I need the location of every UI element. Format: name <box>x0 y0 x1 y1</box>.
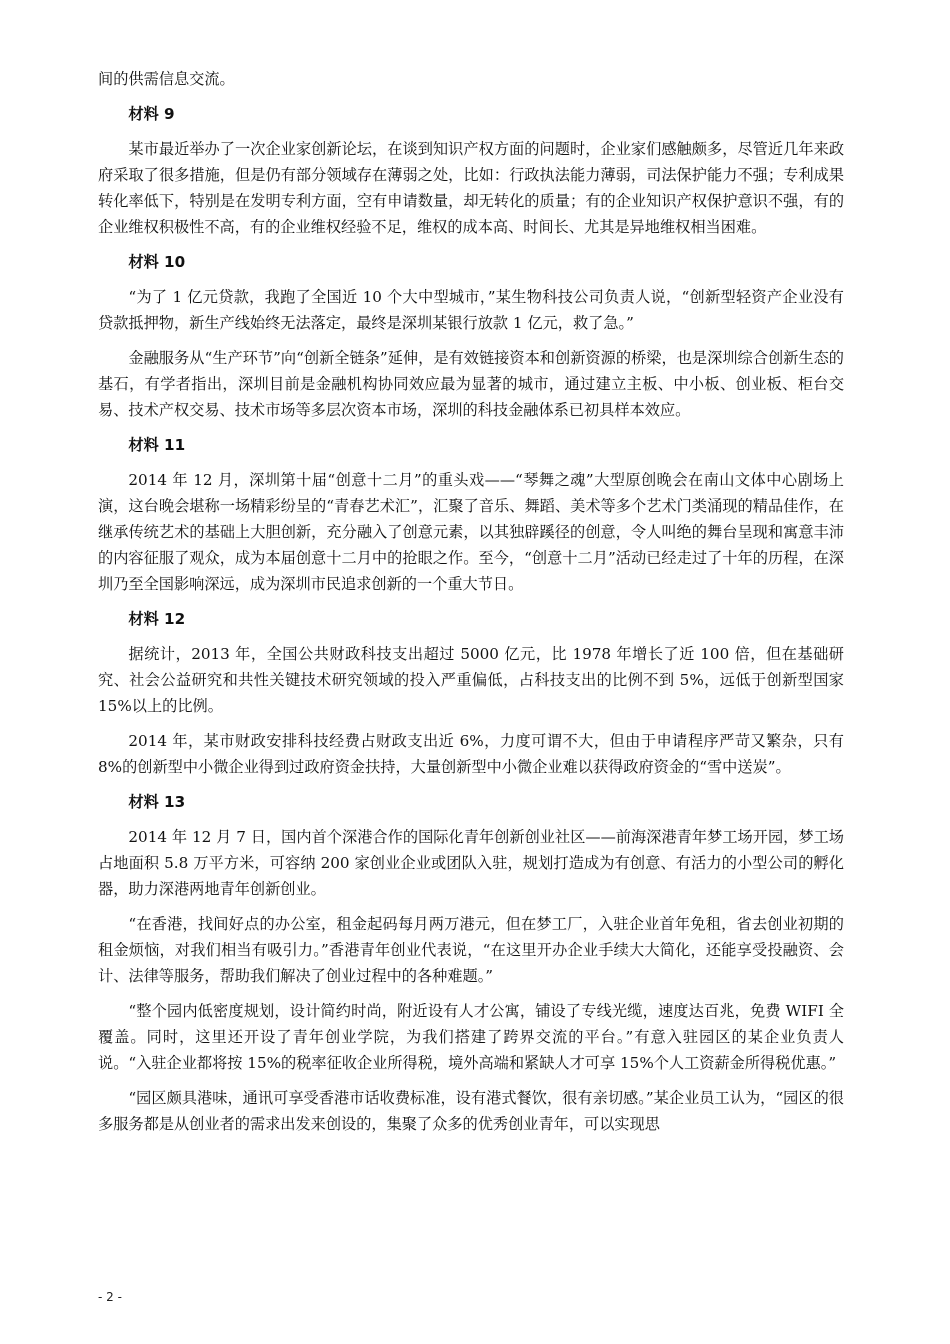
paragraph: 据统计，2013 年，全国公共财政科技支出超过 5000 亿元，比 1978 年增长了近 100 倍，但在基础研究、社会公益研究和共性关键技术研究领域的投入严重偏低，占科技支出的比例不到 5%，远低于创新型国家 15%以上的比例。 <box>98 645 844 715</box>
paragraph: 2014 年 12 月，深圳第十届“创意十二月”的重头戏——“琴舞之魂”大型原创晚会在南山文体中心剧场上演，这台晚会堪称一场精彩纷呈的“青春艺术汇”，汇聚了音乐、舞蹈、美术等多个艺术门类涌现的精品佳作，在继承传统艺术的基础上大胆创新，充分融入了创意元素，以其独辟蹊径的创意，令人叫绝的舞台呈现和寓意丰沛的内容征服了观众，成为本届创意十二月中的抢眼之作。至今，“创意十二月”活动已经走过了十年的历程，在深圳乃至全国影响深远，成为深圳市民追求创新的一个重大节日。 <box>98 471 844 593</box>
document-body <box>98 66 844 1146</box>
paragraph: 2014 年 12 月 7 日，国内首个深港合作的国际化青年创新创业社区——前海深港青年梦工场开园，梦工场占地面积 5.8 万平方米，可容纳 200 家创业企业或团队入驻，规划打造成为有创意、有活力的小型公司的孵化器，助力深港两地青年创新创业。 <box>98 828 844 898</box>
section-heading-material-11: 材料 11 <box>128 436 186 454</box>
section-heading-material-13: 材料 13 <box>128 793 186 811</box>
section-heading-material-12: 材料 12 <box>128 610 186 628</box>
paragraph: 金融服务从“生产环节”向“创新全链条”延伸，是有效链接资本和创新资源的桥梁，也是深圳综合创新生态的基石，有学者指出，深圳目前是金融机构协同效应最为显著的城市，通过建立主板、中小板、创业板、柜台交易、技术产权交易、技术市场等多层次资本市场，深圳的科技金融体系已初具样本效应。 <box>98 349 844 419</box>
section-heading-material-9: 材料 9 <box>128 105 175 123</box>
paragraph: 间的供需信息交流。 <box>98 70 235 88</box>
paragraph: “在香港，找间好点的办公室，租金起码每月两万港元，但在梦工厂，入驻企业首年免租，省去创业初期的租金烦恼，对我们相当有吸引力。”香港青年创业代表说，“在这里开办企业手续大大简化，还能享受投融资、会计、法律等服务，帮助我们解决了创业过程中的各种难题。” <box>98 915 844 985</box>
paragraph: 2014 年，某市财政安排科技经费占财政支出近 6%，力度可谓不大，但由于申请程序严苛又繁杂，只有 8%的创新型中小微企业得到过政府资金扶持，大量创新型中小微企业难以获得政府资金的“雪中送炭”。 <box>98 732 844 776</box>
paragraph: “为了 1 亿元贷款，我跑了全国近 10 个大中型城市，”某生物科技公司负责人说，“创新型轻资产企业没有贷款抵押物，新生产线始终无法落定，最终是深圳某银行放款 1 亿元，救了急。” <box>98 288 844 332</box>
paragraph: “园区颇具港味，通讯可享受香港市话收费标准，设有港式餐饮，很有亲切感。”某企业员工认为，“园区的很多服务都是从创业者的需求出发来创设的，集聚了众多的优秀创业青年，可以实现思 <box>98 1089 844 1133</box>
paragraph: “整个园内低密度规划，设计简约时尚，附近设有人才公寓，铺设了专线光缆，速度达百兆，免费 WIFI 全覆盖。同时，这里还开设了青年创业学院，为我们搭建了跨界交流的平台。”有意入驻园区的某企业负责人说。“入驻企业都将按 15%的税率征收企业所得税，境外高端和紧缺人才可享 15%个人工资薪金所得税优惠。” <box>98 1002 844 1072</box>
paragraph: 某市最近举办了一次企业家创新论坛，在谈到知识产权方面的问题时，企业家们感触颇多，尽管近几年来政府采取了很多措施，但是仍有部分领域存在薄弱之处，比如：行政执法能力薄弱，司法保护能力不强；专利成果转化率低下，特别是在发明专利方面，空有申请数量，却无转化的质量；有的企业知识产权保护意识不强，有的企业维权积极性不高，有的企业维权经验不足，维权的成本高、时间长、尤其是异地维权相当困难。 <box>98 140 844 236</box>
page-number: - 2 - <box>98 1290 122 1304</box>
section-heading-material-10: 材料 10 <box>128 253 186 271</box>
